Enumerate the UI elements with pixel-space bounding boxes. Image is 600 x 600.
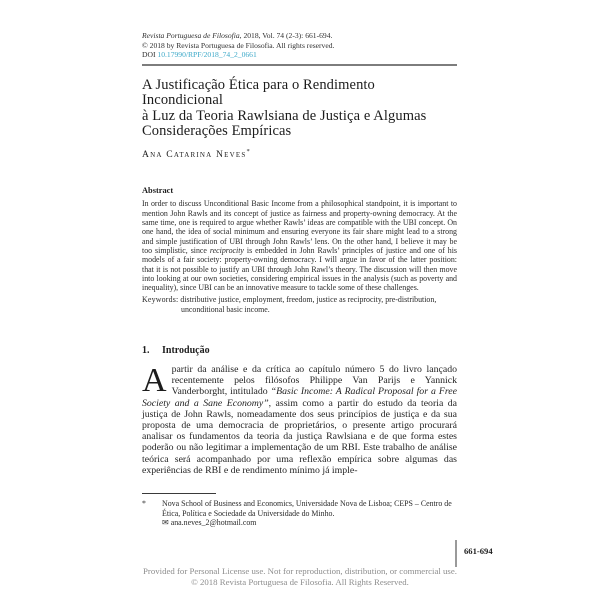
page-content (142, 0, 457, 528)
article-title (142, 78, 457, 139)
footnote (142, 499, 457, 528)
footnote-email[interactable]: ana.neves_2@hotmail.com (170, 518, 257, 528)
envelope-icon: ✉ (162, 518, 169, 528)
journal-citation-block (142, 31, 457, 60)
header-divider-rule (142, 64, 457, 67)
journal-citation-line (142, 31, 457, 41)
section-title: Introdução (162, 345, 210, 357)
page-range-divider (455, 540, 457, 567)
citation-rest: , 2018, Vol. 74 (2-3): 661-694. (239, 31, 333, 40)
intro-paragraph-text: partir da análise e da crítica ao capítulo número 5 do livro lançado recentemente pelos filósofos Philippe Van Parijs e Yannick Vanderborght, intitulado “Basic Income: A Radical Proposal for a Free Society and a Sane Economy”, assim como a partir do estudo da teoria da justiça de John Rawls, nomeadamente dos seus princípios de justiça e da sua proposta de uma democracia de proprietários, o presente artigo procurará analisar os fundamentos da teoria da justiça Rawlsiana e de que forma estes poderão ou não legitimar a implementação de um RBI. Este trabalho de análise teórica será acompanhado por uma reflexão empírica sobre algumas das experiências de RBI e de rendimento mínimo já imple- (142, 364, 458, 476)
footnote-affiliation: Nova School of Business and Economics, Universidade Nova de Lisboa; CEPS – Centro de Ética, Política e Sociedade da Universidade do Minho. (162, 499, 452, 518)
license-footer (0, 566, 600, 587)
doi-link[interactable]: 10.17990/RPF/2018_74_2_0661 (157, 50, 257, 59)
article-title-line-3: Considerações Empíricas (142, 122, 292, 139)
footnote-mark: * (142, 499, 146, 509)
abstract-heading: Abstract (142, 186, 174, 196)
journal-copyright-line: © 2018 by Revista Portuguesa de Filosofia. All rights reserved. (142, 40, 335, 50)
article-title-line-1: A Justificação Ética para o Rendimento Incondicional (142, 77, 375, 109)
footer-copyright-line: © 2018 Revista Portuguesa de Filosofia. All Rights Reserved. (191, 576, 409, 587)
author-name: Ana Catarina Neves (142, 149, 247, 161)
doi-label: DOI (142, 50, 156, 59)
author-line (142, 148, 457, 160)
intro-paragraph (142, 364, 457, 476)
author-footnote-mark: * (246, 148, 250, 156)
keywords-label: Keywords: (142, 295, 179, 305)
footnote-divider-rule (142, 493, 216, 494)
doi-line (142, 50, 457, 60)
keywords-block (142, 295, 457, 314)
footnote-body (162, 499, 457, 528)
abstract-text: In order to discuss Unconditional Basic Income from a philosophical standpoint, it is important to mention John Rawls and its concept of justice as fairness and property-owning democracy. At the same time, one is required to argue whether Rawls’ ideas are compatible with the UBI concept. On one hand, the idea of social minimum and ensuring everyone its fair share might lead to a strong and simple justification of UBI through John Rawls’ lens. On the other hand, I believe it may be too simplistic, since reciprocity is embedded in John Rawls’ principles of justice and one of his models of a fair society: property-owning democracy. I will argue in favor of the latter position: that it is not possible to justify an UBI through John Rawl’s theory. The discussion will then move into looking at our own societies, considering empirical issues in the analysis (such as poverty and inequality), since UBI can be an innovative measure to tackle some of these challenges. (142, 199, 458, 293)
journal-name: Revista Portuguesa de Filosofia (142, 31, 240, 40)
section-number: 1. (142, 345, 150, 357)
drop-cap-letter: A (142, 362, 167, 400)
section-heading (142, 345, 457, 356)
page-range: 661-694 (464, 546, 493, 556)
article-title-line-2: à Luz da Teoria Rawlsiana de Justiça e Algumas (142, 107, 427, 124)
footnote-email-line (162, 518, 457, 528)
keywords-text: distributive justice, employment, freedom, justice as reciprocity, pre-distribution, unconditional basic income. (180, 295, 437, 314)
license-line: Provided for Personal License use. Not for reproduction, distribution, or commercial use. (143, 566, 457, 576)
